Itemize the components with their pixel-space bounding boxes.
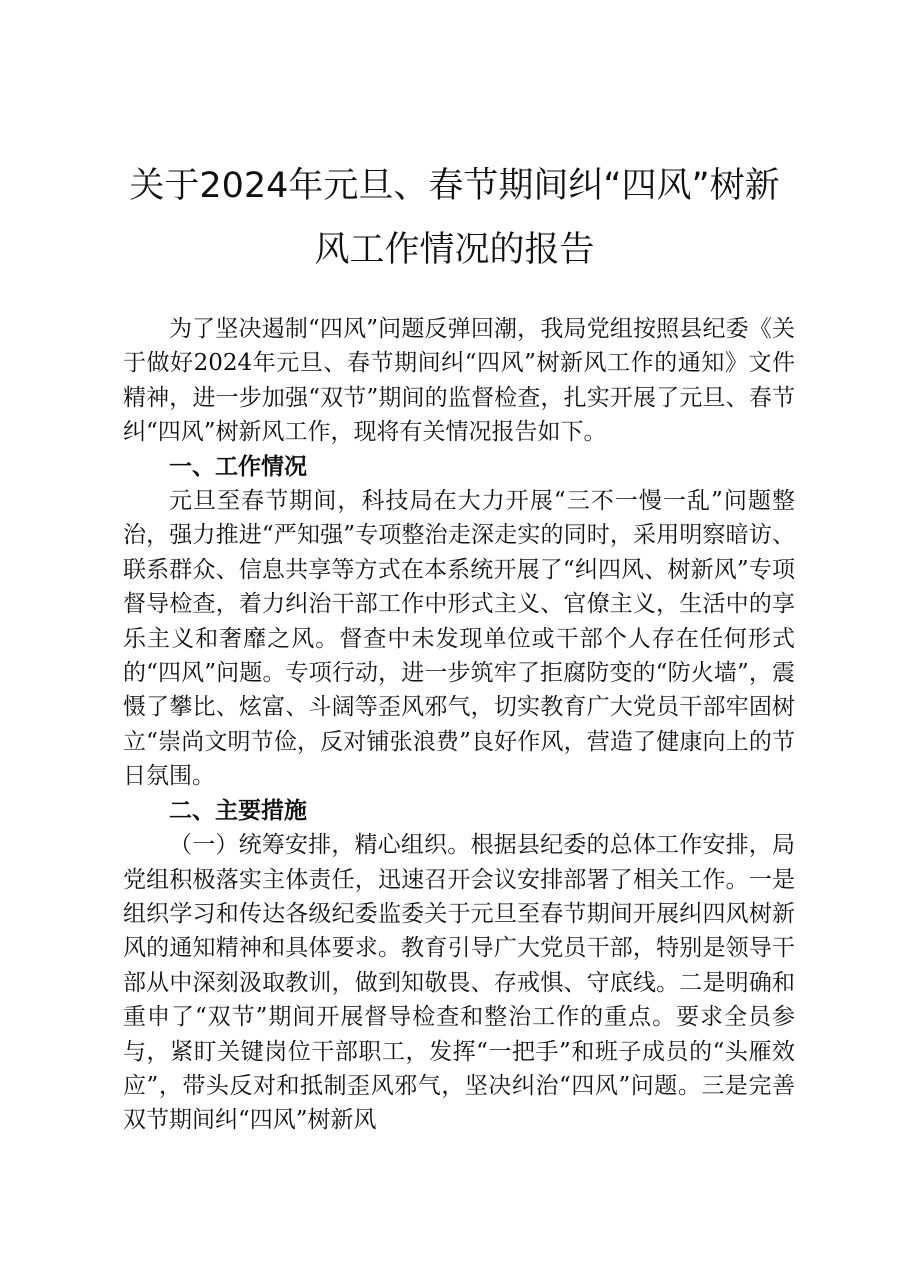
- document-title-line-1: 关于2024年元旦、春节期间纠“四风”树新: [129, 166, 780, 206]
- intro-paragraph: 为了坚决遏制“四风”问题反弹回潮，我局党组按照县纪委《关于做好2024年元旦、春节期间纠“四风”树新风工作的通知》文件精神，进一步加强“双节”期间的监督检查，扎实开展了元旦、春节纠“四风”树新风工作，现将有关情况报告如下。: [123, 316, 795, 446]
- document-title-line-2: 风工作情况的报告: [314, 230, 595, 270]
- work-status-paragraph: 元旦至春节期间，科技局在大力开展“三不一慢一乱”问题整治，强力推进“严知强”专项整治走深走实的同时，采用明察暗访、联系群众、信息共享等方式在本系统开展了“纠四风、树新风”专项督导检查，着力纠治干部工作中形式主义、官僚主义，生活中的享乐主义和奢靡之风。督查中未发现单位或干部个人存在任何形式的“四风”问题。专项行动，进一步筑牢了拒腐防变的“防火墙”，震慑了攀比、炫富、斗阔等歪风邪气，切实教育广大党员干部牢固树立“崇尚文明节俭，反对铺张浪费”良好作风，营造了健康向上的节日氛围。: [123, 488, 795, 790]
- section-heading-main-measures: 二、主要措施: [169, 797, 307, 824]
- main-measures-paragraph: （一）统筹安排，精心组织。根据县纪委的总体工作安排，局党组积极落实主体责任，迅速召开会议安排部署了相关工作。一是组织学习和传达各级纪委监委关于元旦至春节期间开展纠四风树新风的通知精神和具体要求。教育引导广大党员干部，特别是领导干部从中深刻汲取教训，做到知敬畏、存戒惧、守底线。二是明确和重申了“双节”期间开展督导检查和整治工作的重点。要求全员参与，紧盯关键岗位干部职工，发挥“一把手”和班子成员的“头雁效应”，带头反对和抵制歪风邪气，坚决纠治“四风”问题。三是完善双节期间纠“四风”树新风: [123, 832, 795, 1134]
- document-body: [123, 312, 795, 1138]
- section-heading-work-status: 一、工作情况: [169, 453, 307, 480]
